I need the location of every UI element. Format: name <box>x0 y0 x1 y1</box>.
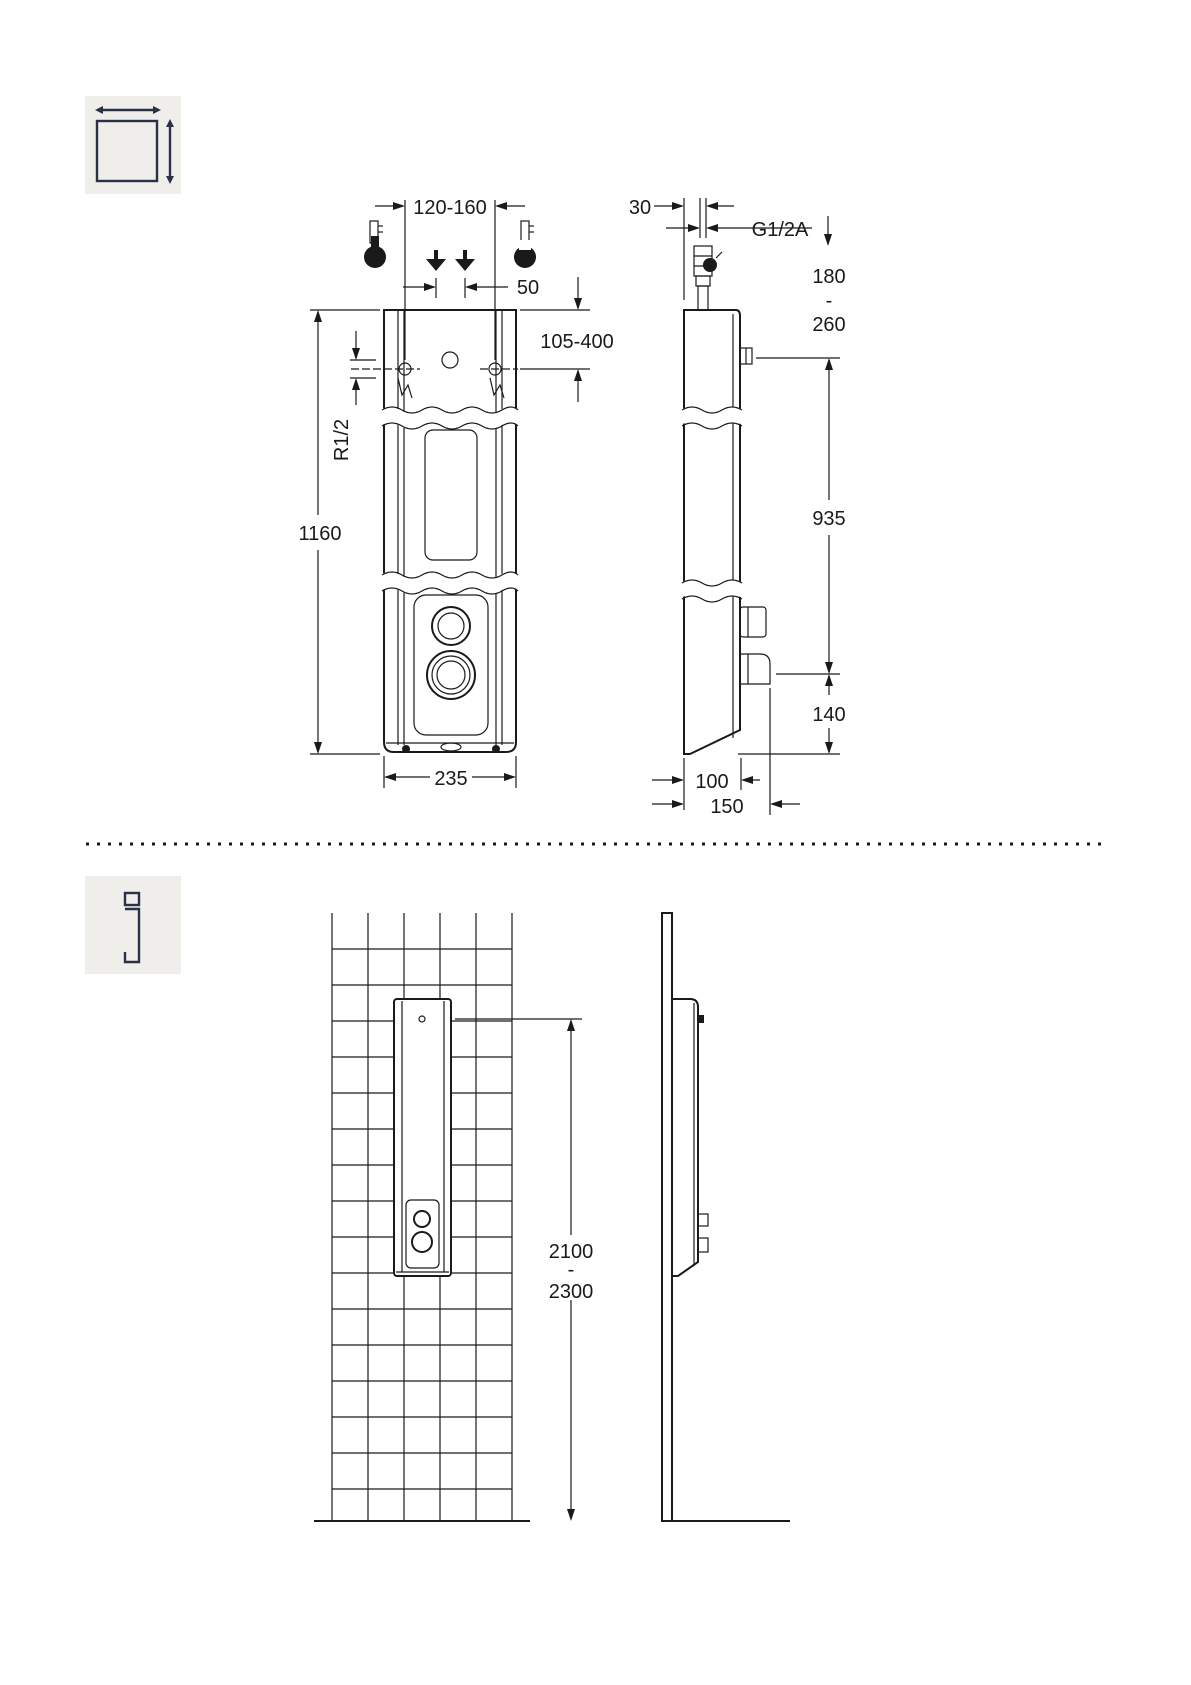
cold-water-thermometer-icon <box>514 221 536 268</box>
installation-front-view <box>314 913 594 1521</box>
dim-offset: 50 <box>516 277 540 299</box>
dim-install-height-to: 2300 <box>548 1281 594 1303</box>
dim-top-spacing: 120-160 <box>413 197 487 219</box>
side-thread-label: G1/2A <box>751 219 809 241</box>
dim-middle: 935 <box>812 508 846 530</box>
dim-top-range-from: 180 <box>812 266 846 288</box>
dim-height: 1160 <box>298 523 342 545</box>
dim-depth-150: 150 <box>710 796 744 818</box>
side-panel <box>684 310 740 754</box>
inlet-valve <box>694 246 722 310</box>
dim-top-range-separator: - <box>825 290 833 312</box>
dim-width: 235 <box>434 768 468 790</box>
dim-depth-100: 100 <box>695 771 729 793</box>
front-thread-label: R1/2 <box>331 418 353 462</box>
dim-install-height-separator: - <box>567 1259 575 1281</box>
side-view <box>629 197 846 818</box>
installation-side-view <box>662 913 790 1521</box>
dim-install-height-from: 2100 <box>548 1241 594 1263</box>
dim-connection-height: 105-400 <box>540 331 614 353</box>
front-view <box>298 197 613 790</box>
flow-direction-arrows <box>426 250 475 271</box>
hot-water-thermometer-icon <box>364 221 386 268</box>
dim-top-range-to: 260 <box>812 314 846 336</box>
dimensions-icon <box>85 96 181 194</box>
dim-depth-top: 30 <box>628 197 652 219</box>
info-icon <box>85 876 181 974</box>
dim-bottom: 140 <box>812 704 846 726</box>
